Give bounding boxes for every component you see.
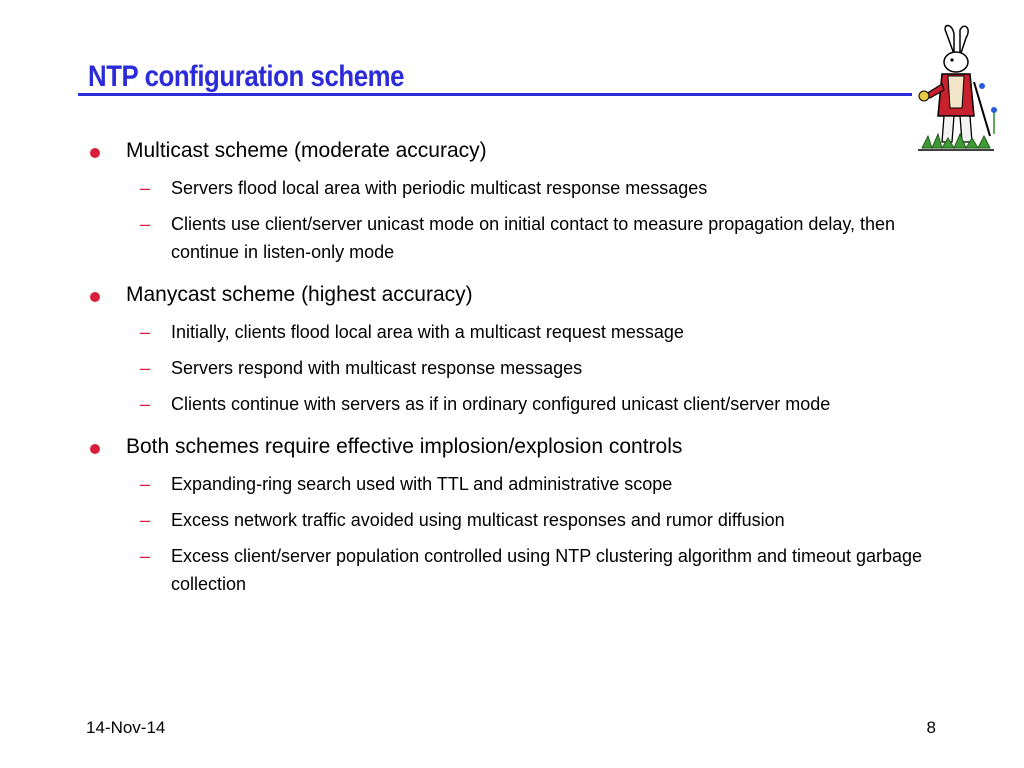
slide-title: NTP configuration scheme	[88, 60, 405, 93]
dash-icon: –	[140, 510, 151, 530]
sub-bullet-item	[88, 210, 928, 266]
title-underline	[78, 93, 912, 96]
sub-bullet-item	[88, 318, 928, 346]
bullet-text: Both schemes require effective implosion/explosion controls	[126, 435, 683, 458]
sub-bullet-text: Clients continue with servers as if in ordinary configured unicast client/server mode	[171, 394, 831, 414]
sub-bullet-item	[88, 174, 928, 202]
dash-icon: –	[140, 474, 151, 494]
bullet-dot-icon	[90, 292, 100, 302]
sub-bullet-text: Clients use client/server unicast mode on initial contact to measure propagation delay, then continue in listen-only mode	[171, 214, 896, 262]
sub-bullet-item	[88, 354, 928, 382]
dash-icon: –	[140, 358, 151, 378]
sub-bullet-item	[88, 506, 928, 534]
sub-bullet-text: Excess client/server population controlled using NTP clustering algorithm and timeout garbage collection	[171, 546, 923, 594]
bullet-dot-icon	[90, 148, 100, 158]
dash-icon: –	[140, 546, 151, 566]
sub-bullet-text: Initially, clients flood local area with a multicast request message	[171, 322, 684, 342]
bullet-dot-icon	[90, 444, 100, 454]
sub-bullet-text: Expanding-ring search used with TTL and administrative scope	[171, 474, 673, 494]
bullet-item	[88, 136, 928, 166]
sub-bullet-item	[88, 390, 928, 418]
sub-bullet-item	[88, 542, 928, 598]
footer-date: 14-Nov-14	[86, 718, 166, 737]
dash-icon: –	[140, 214, 151, 234]
sub-bullet-item	[88, 470, 928, 498]
bullet-text: Multicast scheme (moderate accuracy)	[126, 139, 487, 162]
sub-bullet-text: Servers flood local area with periodic multicast response messages	[171, 178, 708, 198]
dash-icon: –	[140, 178, 151, 198]
dash-icon: –	[140, 322, 151, 342]
dash-icon: –	[140, 394, 151, 414]
bullet-text: Manycast scheme (highest accuracy)	[126, 283, 473, 306]
page-number: 8	[926, 718, 936, 737]
slide-content	[88, 134, 928, 598]
sub-bullet-text: Excess network traffic avoided using multicast responses and rumor diffusion	[171, 510, 785, 530]
bullet-item	[88, 280, 928, 310]
bullet-item	[88, 432, 928, 462]
sub-bullet-text: Servers respond with multicast response messages	[171, 358, 583, 378]
